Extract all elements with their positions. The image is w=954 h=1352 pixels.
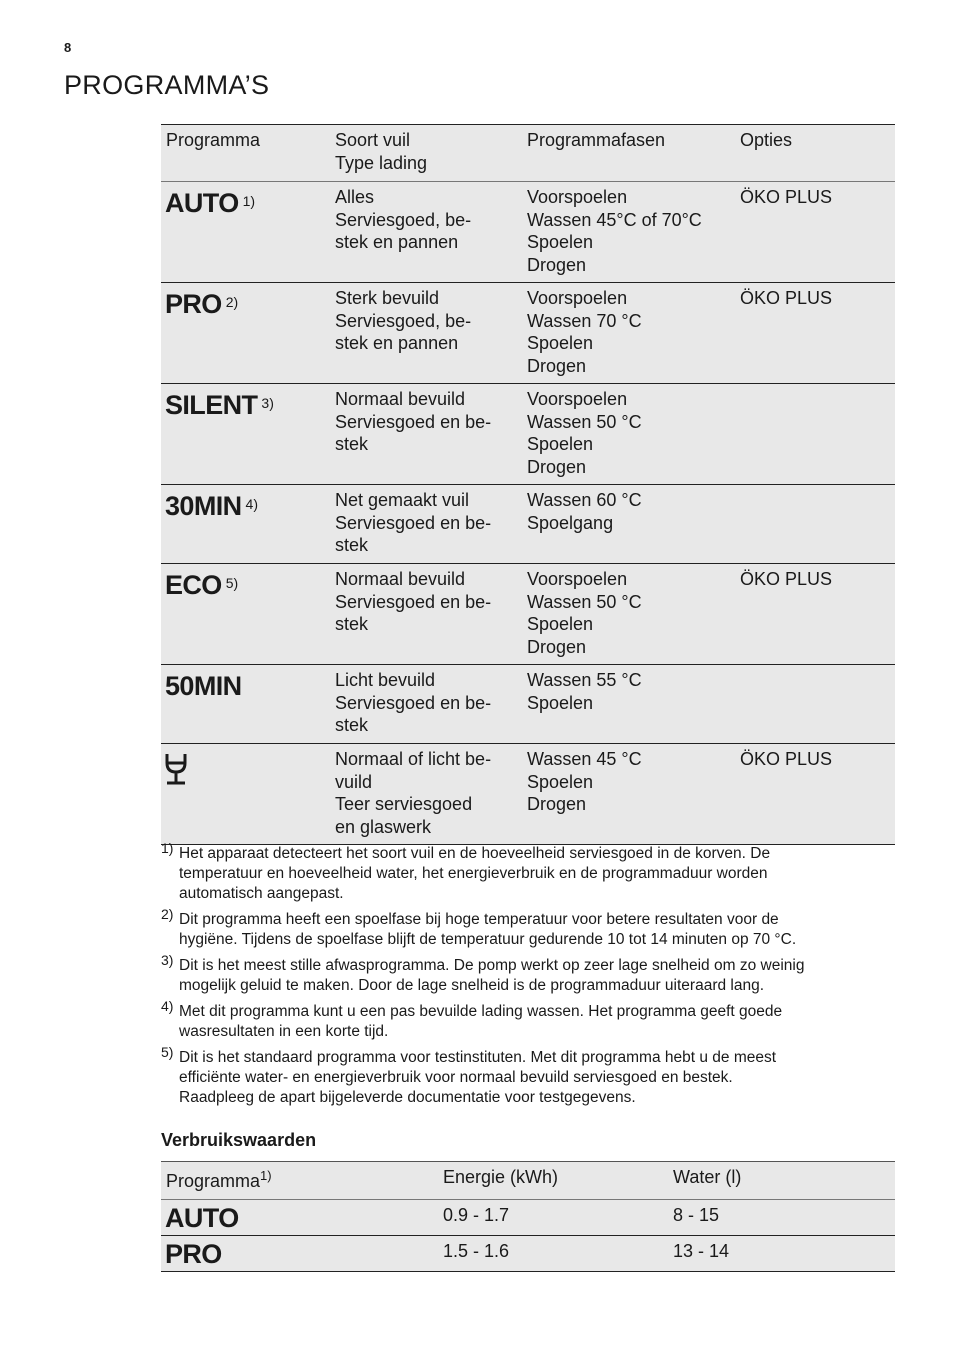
soil-line: vuild	[335, 771, 373, 792]
program-name	[165, 750, 187, 792]
soil-line: en glaswerk	[335, 816, 432, 837]
cons-header-water: Water (l)	[673, 1167, 742, 1187]
consumption-energie: 1.5 - 1.6	[443, 1241, 510, 1261]
consumption-energie: 0.9 - 1.7	[443, 1205, 510, 1225]
footnote	[161, 906, 901, 950]
program-option: ÖKO PLUS	[740, 288, 833, 308]
phase-line: Wassen 50 °C	[527, 591, 642, 612]
phase-line: Spoelen	[527, 434, 594, 454]
footnote-line: wasresultaten in een korte tijd.	[179, 1023, 389, 1040]
soil-line: stek	[335, 434, 369, 454]
soil-line: Normaal bevuild	[335, 569, 466, 589]
program-option: ÖKO PLUS	[740, 187, 833, 207]
header-programma: Programma	[166, 130, 261, 150]
consumption-row	[161, 1200, 895, 1236]
phase-line: Wassen 70 °C	[527, 310, 642, 331]
footnote-line: efficiënte water- en energieverbruik voor normaal bevuild serviesgoed en bestek.	[179, 1069, 733, 1086]
consumption-program: AUTO	[165, 1203, 239, 1233]
program-phases	[527, 489, 642, 534]
program-name	[165, 390, 274, 420]
footnote-line: Het apparaat detecteert het soort vuil en de hoeveelheid serviesgoed in de korven. De	[179, 845, 771, 862]
footnote-line: hygiëne. Tijdens de spoelfase blijft de temperatuur gedurende 10 tot 14 minuten op 70 °C.	[179, 931, 797, 948]
program-name-label: AUTO	[165, 188, 239, 218]
programs-table-header	[161, 125, 895, 182]
soil-line: Serviesgoed en be-	[335, 692, 492, 713]
footnote	[161, 1044, 901, 1108]
soil-type	[335, 287, 471, 355]
program-phases	[527, 568, 642, 658]
consumption-water: 8 - 15	[673, 1205, 720, 1225]
soil-line: stek	[335, 614, 369, 634]
cons-header-programma-label: Programma	[166, 1171, 261, 1191]
consumption-row	[161, 1236, 895, 1272]
program-name	[165, 289, 238, 319]
consumption-water: 13 - 14	[673, 1241, 730, 1261]
program-option: ÖKO PLUS	[740, 569, 833, 589]
footnote-line: Raadpleeg de apart bijgeleverde documentatie voor testgegevens.	[179, 1089, 636, 1106]
program-note: 5)	[225, 575, 239, 591]
header-soort-vuil	[335, 129, 427, 174]
programs-table-body	[161, 182, 895, 845]
phase-line: Drogen	[527, 355, 587, 376]
phase-line: Spoelen	[527, 232, 594, 252]
program-phases	[527, 748, 642, 816]
soil-type	[335, 568, 491, 636]
programs-table	[161, 124, 895, 845]
footnote-mark: 2)	[161, 906, 174, 922]
consumption-program: PRO	[165, 1239, 222, 1269]
soil-line: Serviesgoed, be-	[335, 310, 472, 331]
program-phases	[527, 388, 642, 478]
consumption-table	[161, 1161, 895, 1272]
footnote	[161, 952, 901, 996]
footnote-line: temperatuur en hoeveelheid water, het energieverbruik en de programmaduur worden	[179, 865, 768, 882]
header-soort-vuil-line: Soort vuil	[335, 130, 411, 150]
phase-line: Spoelen	[527, 692, 594, 713]
soil-type	[335, 388, 491, 456]
soil-line: Normaal bevuild	[335, 389, 466, 409]
footnote	[161, 998, 901, 1042]
phase-line: Wassen 45 °C	[527, 749, 642, 769]
program-row	[161, 182, 895, 283]
footnote-mark: 4)	[161, 998, 174, 1014]
page-number: 8	[64, 40, 72, 55]
consumption-heading: Verbruikswaarden	[161, 1130, 317, 1150]
program-phases	[527, 287, 642, 377]
program-row	[161, 384, 895, 485]
soil-line: Serviesgoed, be-	[335, 209, 472, 230]
header-type-lading-line: Type lading	[335, 152, 428, 173]
program-name	[165, 671, 242, 701]
phase-line: Drogen	[527, 456, 587, 477]
soil-line: Serviesgoed en be-	[335, 591, 492, 612]
program-name	[165, 570, 238, 600]
page-title: PROGRAMMA’S	[64, 70, 270, 100]
glass-icon	[165, 752, 187, 786]
program-note: 4)	[245, 496, 258, 512]
program-row	[161, 744, 895, 845]
program-row	[161, 665, 895, 744]
footnote-mark: 3)	[161, 952, 174, 968]
program-name-label: SILENT	[165, 390, 258, 420]
phase-line: Drogen	[527, 636, 587, 657]
phase-line: Voorspoelen	[527, 187, 628, 207]
footnote-line: Dit is het meest stille afwasprogramma. De pomp werkt op zeer lage snelheid om zo weinig	[179, 957, 805, 974]
program-option: ÖKO PLUS	[740, 749, 833, 769]
soil-type	[335, 669, 491, 737]
soil-line: Normaal of licht be-	[335, 749, 492, 769]
phase-line: Spoelgang	[527, 512, 614, 533]
footnote-line: mogelijk geluid te maken. Door de lage snelheid is de programmaduur uiteraard lang.	[179, 977, 765, 994]
footnotes	[161, 840, 901, 1114]
program-name	[165, 188, 255, 218]
soil-type	[335, 748, 491, 838]
program-phases	[527, 669, 642, 714]
soil-line: Alles	[335, 187, 375, 207]
soil-line: stek en pannen	[335, 333, 459, 353]
footnote-mark: 5)	[161, 1044, 174, 1060]
consumption-table-header	[161, 1162, 895, 1200]
phase-line: Drogen	[527, 794, 587, 814]
program-note: 3)	[261, 395, 274, 411]
phase-line: Voorspoelen	[527, 569, 628, 589]
program-row	[161, 564, 895, 665]
phase-line: Wassen 45°C of 70°C	[527, 209, 702, 230]
footnote-line: Dit programma heeft een spoelfase bij hoge temperatuur voor betere resultaten voor de	[179, 911, 779, 928]
program-row	[161, 283, 895, 384]
header-opties: Opties	[740, 130, 793, 150]
soil-line: Serviesgoed en be-	[335, 411, 492, 432]
soil-line: stek	[335, 715, 369, 735]
program-row	[161, 485, 895, 564]
program-name-label: 50MIN	[165, 671, 242, 701]
phase-line: Wassen 55 °C	[527, 670, 642, 690]
phase-line: Spoelen	[527, 614, 594, 634]
phase-line: Spoelen	[527, 771, 594, 792]
footnote	[161, 840, 901, 904]
phase-line: Voorspoelen	[527, 389, 628, 409]
consumption-table-body	[161, 1200, 895, 1272]
soil-line: Serviesgoed en be-	[335, 512, 492, 533]
phase-line: Wassen 50 °C	[527, 411, 642, 432]
footnote-line: automatisch aangepast.	[179, 885, 344, 902]
cons-header-programma	[166, 1168, 272, 1192]
program-name-label: PRO	[165, 289, 222, 319]
soil-line: stek en pannen	[335, 232, 459, 252]
program-name-label: ECO	[165, 570, 222, 600]
footnote-line: Dit is het standaard programma voor testinstituten. Met dit programma hebt u de meest	[179, 1049, 777, 1066]
soil-type	[335, 186, 471, 254]
program-name-label: 30MIN	[165, 491, 242, 521]
program-note: 1)	[242, 193, 256, 209]
soil-line: Sterk bevuild	[335, 288, 440, 308]
footnote-line: Met dit programma kunt u een pas bevuilde lading wassen. Het programma geeft goede	[179, 1003, 783, 1020]
cons-header-energie: Energie (kWh)	[443, 1167, 559, 1187]
cons-header-note: 1)	[260, 1168, 272, 1183]
phase-line: Wassen 60 °C	[527, 490, 642, 510]
program-name	[165, 491, 258, 521]
soil-line: Licht bevuild	[335, 670, 436, 690]
footnote-mark: 1)	[161, 840, 174, 856]
soil-line: stek	[335, 535, 369, 555]
phase-line: Spoelen	[527, 333, 594, 353]
soil-type	[335, 489, 491, 557]
program-phases	[527, 186, 702, 276]
program-note: 2)	[225, 294, 239, 310]
phase-line: Voorspoelen	[527, 288, 628, 308]
soil-line: Teer serviesgoed	[335, 794, 473, 814]
soil-line: Net gemaakt vuil	[335, 490, 470, 510]
header-programmafasen: Programmafasen	[527, 130, 666, 150]
phase-line: Drogen	[527, 254, 587, 275]
